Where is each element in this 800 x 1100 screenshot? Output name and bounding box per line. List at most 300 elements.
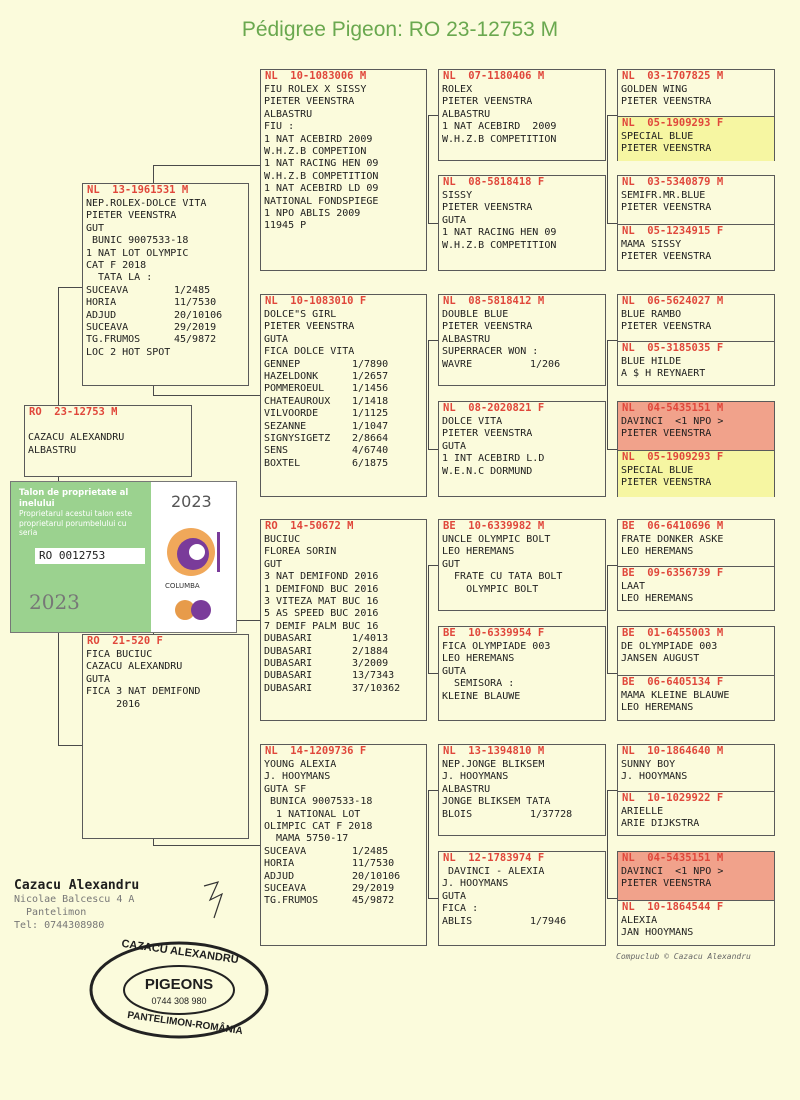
detail-line: GUTA [442,890,467,902]
detail-line: 7 DEMIF PALM BUC 16 [264,620,379,632]
pigeon-details [618,464,774,490]
stamp-middle-text: PIGEONS [144,976,214,993]
pigeon-details [618,758,774,784]
detail-line: PIETER VEENSTRA [621,321,712,333]
detail-line: BLUE HILDE [621,356,682,367]
dam-entry [618,900,774,946]
race-name: SUCEAVA [264,845,307,857]
sire-entry [618,295,774,341]
dam-entry [618,791,774,836]
pigeon-details [618,83,774,109]
pedigree-box-gg1 [438,69,606,161]
detail-line: GOLDEN WING [621,84,688,95]
ring-number: BE 06-6405134 F [622,676,724,688]
pigeon-details [83,197,248,359]
ring-number: NL 10-1083006 M [265,70,367,82]
ring-number: NL 06-5624027 M [622,295,724,307]
detail-line: SPECIAL BLUE [621,131,694,142]
sire-entry [618,70,774,116]
detail-line: FICA BUCIUC [86,649,153,660]
pedigree-box-p1 [82,183,249,386]
race-result: 4/6740 [352,445,389,457]
detail-line: PIETER VEENSTRA [621,251,712,263]
detail-line [86,334,245,346]
race-name: BOXTEL [264,457,301,469]
detail-line: GUTA [264,333,289,345]
detail-line [264,421,423,433]
detail-line [86,285,245,297]
ring-number: BE 09-6356739 F [622,567,724,579]
detail-line: JAN HOOYMANS [621,927,694,939]
race-result: 1/2485 [174,284,211,296]
detail-line: ALBASTRU [264,108,313,120]
pedigree-box-g1 [260,69,427,271]
race-name: POMMEROEUL [264,383,325,395]
detail-line: LEO HEREMANS [442,546,515,558]
detail-line: PIETER VEENSTRA [86,210,177,222]
owner-phone: Tel: 0744308980 [14,920,105,931]
connector-line [428,898,438,899]
detail-line: J. HOOYMANS [442,878,509,890]
race-name: DUBASARI [264,645,313,657]
detail-line: PIETER VEENSTRA [442,96,533,108]
detail-line: J. HOOYMANS [442,771,509,783]
dam-entry [618,224,774,271]
ring-number: NL 14-1209736 F [265,745,367,757]
detail-line: 1 NAT LOT OLYMPIC [86,247,189,259]
pigeon-details [618,640,774,666]
race-name: ABLIS [442,915,473,927]
detail-line [442,809,602,821]
detail-line: LEO HEREMANS [621,593,694,605]
ring-number: NL 10-1083010 F [265,295,367,307]
connector-line [607,790,608,898]
detail-line: GUT [86,222,105,234]
pigeon-details [618,238,774,264]
ring-number: NL 03-5340879 M [622,176,724,188]
pigeon-details [25,419,191,457]
connector-line [607,449,617,450]
detail-line: W.H.Z.B COMPETITION [264,170,379,182]
detail-line: GUTA [442,665,467,677]
detail-line: OLYMPIC BOLT [442,583,539,595]
detail-line [264,846,423,858]
ring-number: NL 05-1234915 F [622,225,724,237]
detail-line: BUCIUC [264,534,301,545]
detail-line [264,396,423,408]
detail-line: PIETER VEENSTRA [621,878,712,890]
detail-line: GUTA SF [264,783,307,795]
detail-line [264,371,423,383]
detail-line: GUT [264,558,283,570]
race-result: 29/2019 [174,321,217,333]
race-name: BLOIS [442,808,473,820]
race-result: 29/2019 [352,882,395,894]
race-result: 11/7530 [352,858,395,870]
pedigree-box-gg2 [438,175,606,271]
pigeon-details [439,533,605,596]
connector-line [607,673,617,674]
ring-number: NL 10-1029922 F [622,792,724,804]
detail-line [264,871,423,883]
race-name: SEZANNE [264,420,307,432]
sire-entry [618,176,774,224]
detail-line [264,633,423,645]
detail-line: 1 NATIONAL LOT [264,808,361,820]
connector-line [428,340,429,449]
race-name: DUBASARI [264,657,313,669]
detail-line: MAMA 5750-17 [264,833,349,845]
connector-line [58,745,82,746]
ring-number: BE 10-6339982 M [443,520,545,532]
ring-number: NL 13-1961531 M [87,184,189,196]
footer-credit: Compuclub © Cazacu Alexandru [616,952,751,961]
ring-number: RO 21-520 F [87,635,163,647]
connector-line [428,449,438,450]
race-result: 1/7890 [352,358,389,370]
pigeon-details [618,415,774,441]
detail-line: SISSY [442,190,473,201]
detail-line: 1 NAT RACING HEN 09 [442,227,557,239]
detail-line [264,895,423,907]
race-result: 1/37728 [530,808,573,820]
pigeon-details [439,189,605,252]
race-name: GENNEP [264,358,301,370]
detail-line: NATIONAL FONDSPIEGE [264,195,379,207]
connector-line [607,565,608,673]
card-caption [19,488,147,538]
detail-line: PIETER VEENSTRA [264,96,355,108]
detail-line: KLEINE BLAUWE [442,690,521,702]
ring-number: NL 05-3185035 F [622,342,724,354]
pedigree-box-gg8 [438,851,606,946]
pigeon-details [618,355,774,381]
connector-line [58,287,82,288]
ring-number: NL 08-5818412 M [443,295,545,307]
detail-line: UNCLE OLYMPIC BOLT [442,534,551,545]
ring-number: NL 05-1909293 F [622,451,724,463]
pigeon-details [439,758,605,821]
owner-block [14,878,139,932]
owner-address: Nicolae Balcescu 4 A [14,894,135,905]
detail-line: W.H.Z.B COMPETITION [442,133,557,145]
detail-line: W.E.N.C DORMUND [442,465,533,477]
dam-entry [618,341,774,386]
ancestor-pair-box [617,519,775,611]
detail-line [86,297,245,309]
detail-line [264,383,423,395]
detail-line [264,646,423,658]
race-result: 1/2657 [352,370,389,382]
card-text: Proprietarul acestui talon este proprietarul porumbelului cu seria [19,509,133,537]
sire-entry [618,627,774,675]
detail-line: NEP.ROLEX-DOLCE VITA [86,198,207,209]
pigeon-details [261,83,426,233]
detail-line: LEO HEREMANS [442,653,515,665]
ring-number: RO 14-50672 M [265,520,354,532]
detail-line: LEO HEREMANS [621,702,694,714]
detail-line: 2016 [86,698,141,710]
race-result: 13/7343 [352,670,395,682]
detail-line: JONGE BLIKSEM TATA [442,796,551,808]
sire-entry [618,745,774,791]
race-name: HORIA [264,858,295,870]
detail-line: FLOREA SORIN [264,546,337,558]
connector-line [428,565,438,566]
ring-number: NL 08-5818418 F [443,176,545,188]
race-result: 1/2485 [352,845,389,857]
pigeon-details [439,415,605,478]
detail-line: FICA 3 NAT DEMIFOND [86,686,201,698]
detail-line: DOLCE"S GIRL [264,309,337,320]
race-result: 1/1456 [352,383,389,395]
detail-line: BLUE RAMBO [621,309,682,320]
race-result: 11/7530 [174,297,217,309]
detail-line: PIETER VEENSTRA [621,477,712,489]
pigeon-ring-icon [169,596,219,622]
ring-ownership-card [10,481,237,633]
detail-line: ALBASTRU [442,333,491,345]
sire-entry [618,402,774,450]
page-title: Pédigree Pigeon: RO 23-12753 M [241,18,559,41]
connector-line [428,340,438,341]
race-result: 2/8664 [352,432,389,444]
detail-line: BUNIC 9007533-18 [86,235,189,247]
detail-line: ALBASTRU [28,444,77,456]
detail-line: FRATE CU TATA BOLT [442,571,563,583]
detail-line: GUT [442,558,461,570]
detail-line: SEMISORA : [442,678,515,690]
detail-line: YOUNG ALEXIA [264,759,337,770]
connector-line [607,565,617,566]
connector-line [607,340,617,341]
race-result: 3/2009 [352,657,389,669]
connector-line [428,223,438,224]
connector-line [58,287,59,405]
detail-line: J. HOOYMANS [621,771,688,783]
dam-entry [618,675,774,721]
connector-line [428,115,438,116]
detail-line: SEMIFR.MR.BLUE [621,190,706,201]
ancestor-pair-box [617,744,775,836]
pigeon-details [439,308,605,371]
detail-line: GUTA [442,440,467,452]
detail-line: 3 NAT DEMIFOND 2016 [264,571,379,583]
pigeon-details [439,83,605,146]
ring-number: NL 07-1180406 M [443,70,545,82]
detail-line: DAVINCI <1 NPO > [621,416,724,427]
detail-line: 1 NAT ACEBIRD 2009 [264,133,373,145]
race-name: ADJUD [86,309,117,321]
detail-line [264,658,423,670]
sire-entry [618,852,774,900]
detail-line [86,310,245,322]
pigeon-details [618,189,774,215]
detail-line: PIETER VEENSTRA [442,428,533,440]
pedigree-box-g4 [260,744,427,946]
detail-line: LAAT [621,581,646,592]
pedigree-box-p2 [82,634,249,839]
sire-entry [618,520,774,566]
pigeon-details [618,805,774,831]
ring-number: NL 03-1707825 M [622,70,724,82]
connector-line [607,898,617,899]
pigeon-details [261,533,426,695]
detail-line: LOC 2 HOT SPOT [86,346,171,358]
race-name: SIGNYSIGETZ [264,432,331,444]
connector-line [607,115,608,223]
connector-line [607,340,608,449]
pigeon-details [439,640,605,703]
detail-line: PIETER VEENSTRA [442,321,533,333]
dam-entry [618,566,774,611]
detail-line: ALEXIA [621,915,658,926]
pedigree-box-gg7 [438,744,606,836]
detail-line: CAZACU ALEXANDRU [86,661,183,673]
detail-line: PIETER VEENSTRA [621,143,712,155]
ancestor-pair-box [617,626,775,721]
detail-line: PIETER VEENSTRA [621,96,712,108]
detail-line [264,433,423,445]
race-name: CHATEAUROUX [264,395,331,407]
detail-line: SUNNY BOY [621,759,676,770]
detail-line: DAVINCI - ALEXIA [442,866,545,877]
ancestor-pair-box [617,401,775,497]
race-name: HORIA [86,297,117,309]
stamp-top-text: CAZACU ALEXANDRU [120,937,240,967]
detail-line: PIETER VEENSTRA [442,202,533,214]
race-result: 1/1047 [352,420,389,432]
dam-entry [618,116,774,161]
detail-line: PIETER VEENSTRA [264,321,355,333]
detail-line: ALBASTRU [442,783,491,795]
ring-number: BE 06-6410696 M [622,520,724,532]
detail-line: W.H.Z.B COMPETITION [442,239,557,251]
detail-line: GUTA [442,214,467,226]
detail-line: 1 NAT RACING HEN 09 [264,158,379,170]
race-name: WAVRE [442,358,473,370]
detail-line [264,858,423,870]
connector-line [607,223,617,224]
detail-line: DOUBLE BLUE [442,309,509,320]
detail-line: DE OLYMPIADE 003 [621,641,718,652]
pedigree-box-gg3 [438,294,606,386]
pigeon-details [439,865,605,928]
connector-line [153,845,260,846]
detail-line: OLIMPIC CAT F 2018 [264,820,373,832]
ring-number: NL 12-1783974 F [443,852,545,864]
detail-line [28,420,188,432]
race-result: 20/10106 [352,870,401,882]
detail-line [442,359,602,371]
ancestor-pair-box [617,69,775,161]
ring-number: NL 10-1864544 F [622,901,724,913]
detail-line: W.H.Z.B COMPETION [264,145,367,157]
detail-line [264,683,423,695]
detail-line [264,445,423,457]
pigeon-details [618,689,774,715]
owner-city: Pantelimon [14,907,87,918]
detail-line [442,916,602,928]
detail-line: 1 NAT ACEBIRD 2009 [442,121,557,133]
pigeon-details [261,758,426,908]
race-name: SUCEAVA [264,882,307,894]
pigeon-details [261,308,426,470]
detail-line [264,670,423,682]
detail-line [264,458,423,470]
detail-line: FRATE DONKER ASKE [621,534,724,545]
connector-line [153,395,260,396]
detail-line: ARIELLE [621,806,664,817]
detail-line: TATA LA : [86,272,153,284]
race-name: DUBASARI [264,633,313,645]
card-brand: COLUMBA [165,582,200,590]
pedigree-box-gg4 [438,401,606,497]
stamp-bottom-text: PANTELIMON-ROMÂNIA [126,1009,244,1038]
pigeon-details [618,914,774,940]
card-year-top: 2023 [171,492,212,511]
card-ring-number: RO 0012753 [35,548,145,564]
race-name: DUBASARI [264,670,313,682]
pedigree-box-g2 [260,294,427,497]
ancestor-pair-box [617,175,775,271]
pigeon-details [618,580,774,606]
connector-line [428,790,429,898]
detail-line: 1 DEMIFOND BUC 2016 [264,583,379,595]
ring-number: BE 10-6339954 F [443,627,545,639]
detail-line: FIU ROLEX X SISSY [264,84,367,95]
detail-line: DOLCE VITA [442,416,503,427]
detail-line: CAZACU ALEXANDRU [28,432,125,444]
detail-line: NEP.JONGE BLIKSEM [442,759,545,770]
detail-line: PIETER VEENSTRA [621,428,712,440]
detail-line: ALBASTRU [442,108,491,120]
pigeon-details [618,533,774,559]
detail-line: ROLEX [442,84,473,95]
card-heading: Talon de proprietate al inelului [19,488,129,509]
detail-line: J. HOOYMANS [264,771,331,783]
signature-icon [200,880,230,920]
stamp-phone-text: 0744 308 980 [151,996,207,1006]
detail-line [86,322,245,334]
columba-logo-icon [163,522,223,582]
detail-line: ARIE DIJKSTRA [621,818,700,830]
detail-line: SUPERRACER WON : [442,346,539,358]
detail-line [264,408,423,420]
race-name: TG.FRUMOS [264,895,319,907]
detail-line [264,359,423,371]
race-result: 1/206 [530,358,561,370]
card-logo-panel [151,482,236,632]
race-result: 1/4013 [352,633,389,645]
race-name: ADJUD [264,870,295,882]
pigeon-details [618,865,774,891]
race-result: 45/9872 [174,334,217,346]
pedigree-box-self [24,405,192,477]
detail-line [264,883,423,895]
detail-line: FICA : [442,903,479,915]
pigeon-details [618,308,774,334]
race-result: 45/9872 [352,895,395,907]
ancestor-pair-box [617,294,775,386]
pedigree-box-g3 [260,519,427,721]
race-result: 2/1884 [352,645,389,657]
ring-number: NL 05-1909293 F [622,117,724,129]
race-name: VILVOORDE [264,408,319,420]
detail-line: 11945 P [264,220,307,232]
ring-number: NL 08-2020821 F [443,402,545,414]
detail-line: 1 NAT ACEBIRD LD 09 [264,183,379,195]
